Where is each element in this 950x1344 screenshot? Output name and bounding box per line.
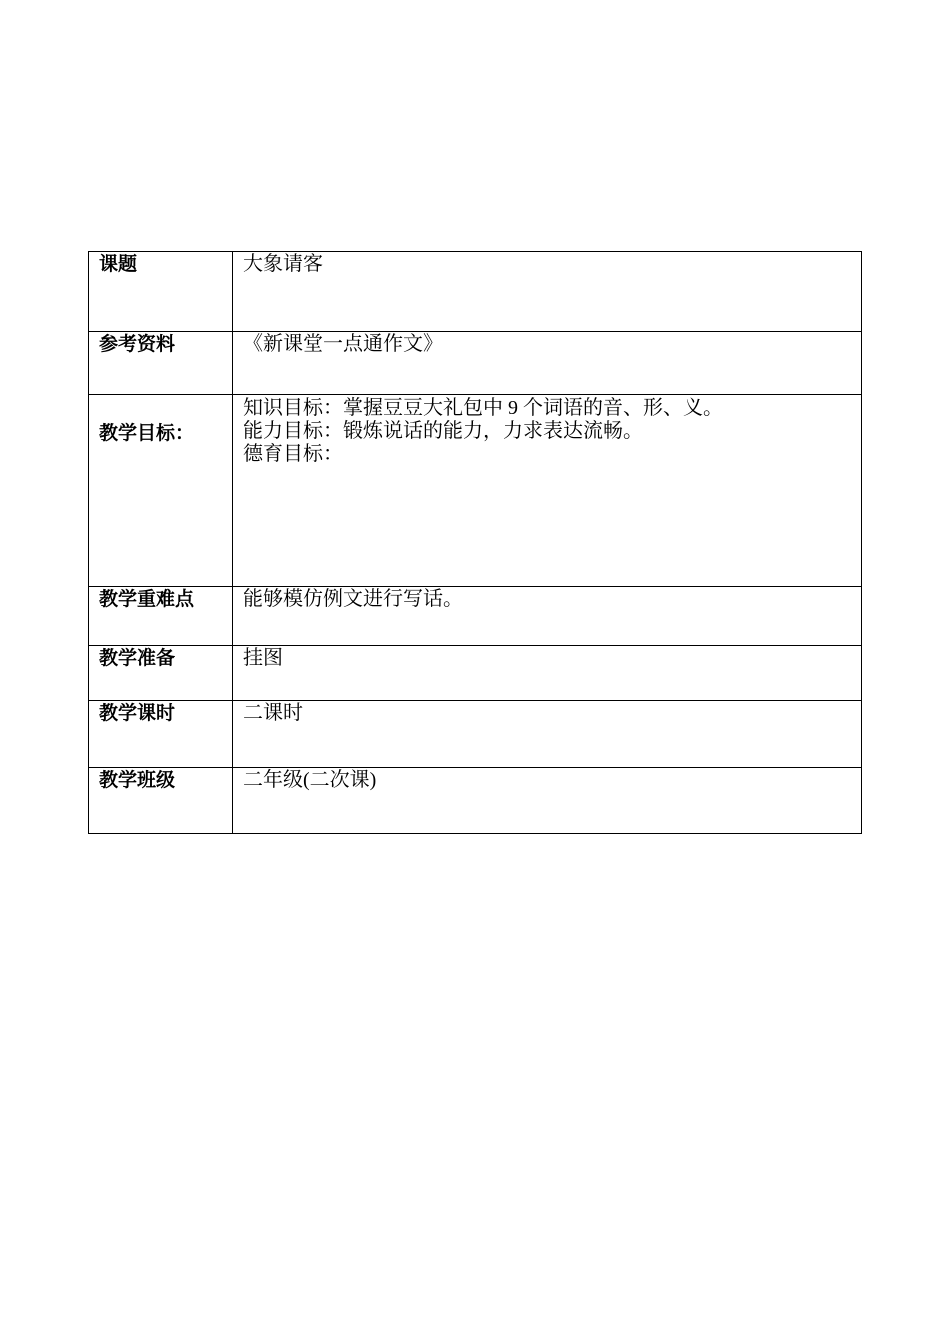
topic-value: 大象请客 bbox=[243, 253, 323, 275]
preparation-value: 挂图 bbox=[243, 647, 283, 669]
row-key-points bbox=[89, 587, 862, 646]
lesson-plan-table bbox=[88, 251, 862, 834]
objectives-label-cell bbox=[89, 395, 233, 587]
row-class bbox=[89, 768, 862, 834]
periods-value-cell bbox=[233, 701, 862, 768]
reference-value: 《新课堂一点通作文》 bbox=[243, 333, 443, 355]
knowledge-objective: 知识目标：掌握豆豆大礼包中 9 个词语的音、形、义。 bbox=[243, 397, 723, 419]
topic-value-cell bbox=[233, 252, 862, 332]
topic-label-cell bbox=[89, 252, 233, 332]
row-preparation bbox=[89, 646, 862, 701]
key-points-value: 能够模仿例文进行写话。 bbox=[243, 588, 463, 610]
key-points-value-cell bbox=[233, 587, 862, 646]
preparation-label: 教学准备 bbox=[99, 647, 176, 669]
reference-label: 参考资料 bbox=[99, 333, 176, 355]
class-value-cell bbox=[233, 768, 862, 834]
row-periods bbox=[89, 701, 862, 768]
preparation-value-cell bbox=[233, 646, 862, 701]
reference-label-cell bbox=[89, 332, 233, 395]
reference-value-cell bbox=[233, 332, 862, 395]
periods-label-cell bbox=[89, 701, 233, 768]
class-value: 二年级(二次课) bbox=[243, 769, 377, 791]
objectives-value-cell bbox=[233, 395, 862, 587]
periods-label: 教学课时 bbox=[99, 702, 176, 724]
key-points-label-cell bbox=[89, 587, 233, 646]
row-objectives bbox=[89, 395, 862, 587]
moral-objective: 德育目标： bbox=[243, 443, 343, 465]
periods-value: 二课时 bbox=[243, 702, 303, 724]
row-reference bbox=[89, 332, 862, 395]
ability-objective: 能力目标：锻炼说话的能力，力求表达流畅。 bbox=[243, 420, 643, 442]
class-label-cell bbox=[89, 768, 233, 834]
objectives-label: 教学目标： bbox=[99, 422, 195, 444]
class-label: 教学班级 bbox=[99, 769, 176, 791]
row-topic bbox=[89, 252, 862, 332]
topic-label: 课题 bbox=[99, 253, 138, 275]
preparation-label-cell bbox=[89, 646, 233, 701]
key-points-label: 教学重难点 bbox=[99, 588, 195, 610]
